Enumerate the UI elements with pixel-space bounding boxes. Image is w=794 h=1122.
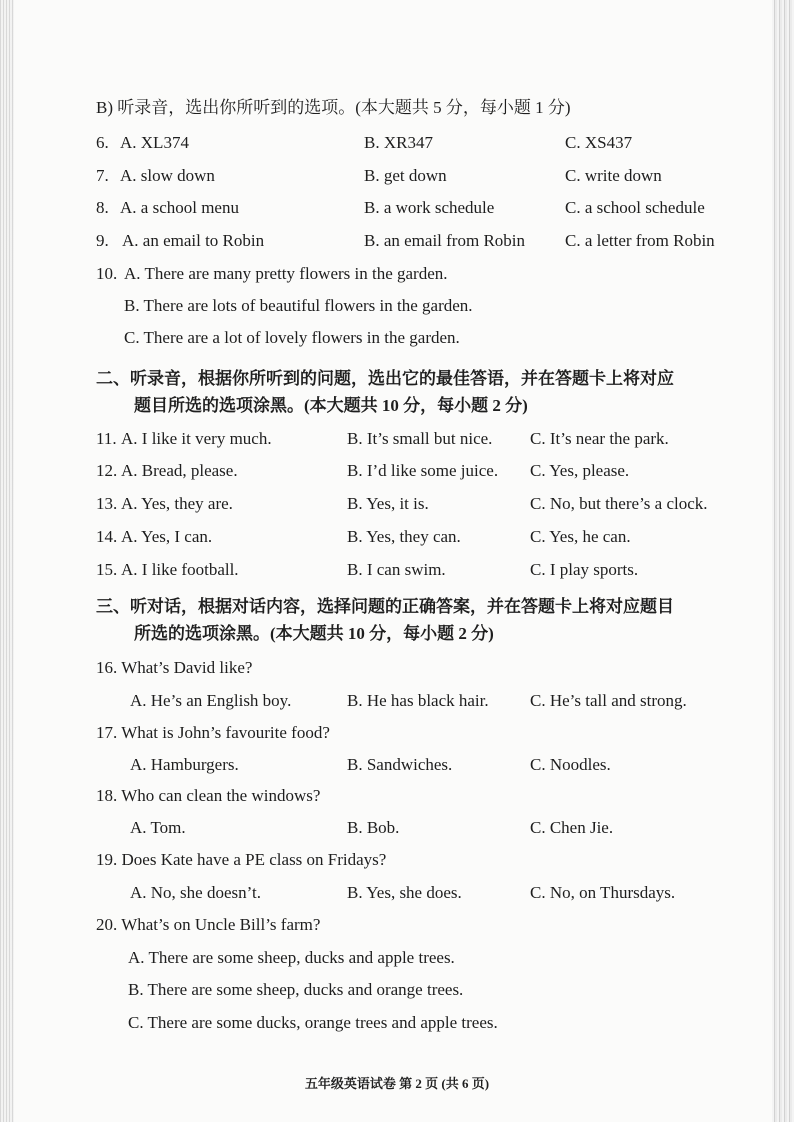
option-a: A. a school menu	[120, 198, 239, 217]
question-text: 16. What’s David like?	[96, 658, 253, 677]
question-16-options	[0, 688, 794, 714]
question-number: 9.	[96, 231, 109, 250]
question-text: 19. Does Kate have a PE class on Fridays?	[96, 850, 387, 869]
option-a: A. Tom.	[130, 818, 186, 837]
option-a: A. There are many pretty flowers in the garden.	[124, 264, 448, 283]
option-a: A. I like football.	[121, 560, 239, 579]
part3-heading-line1	[0, 594, 794, 620]
part2-heading-line2	[0, 393, 794, 419]
option-b: B. an email from Robin	[364, 231, 526, 250]
question-6	[0, 130, 794, 156]
option-b: B. There are lots of beautiful flowers in the garden.	[124, 296, 473, 315]
option-b: B. get down	[364, 166, 447, 185]
question-14	[0, 524, 794, 550]
question-20-option-c-line	[0, 1010, 794, 1036]
option-b: B. Yes, she does.	[347, 883, 462, 902]
option-c: C. It’s near the park.	[530, 429, 669, 448]
option-a: A. Bread, please.	[121, 461, 238, 480]
option-b: B. Yes, it is.	[347, 494, 429, 513]
question-17	[0, 720, 794, 746]
question-10-option-b-line	[0, 293, 794, 319]
option-a: A. He’s an English boy.	[130, 691, 292, 710]
option-b: B. a work schedule	[364, 198, 495, 217]
option-b: B. Bob.	[347, 818, 400, 837]
question-number: 7.	[96, 166, 109, 185]
section-b-heading	[0, 95, 794, 121]
option-b: B. He has black hair.	[347, 691, 489, 710]
option-b: B. I can swim.	[347, 560, 446, 579]
option-c: C. No, on Thursdays.	[530, 883, 676, 902]
question-17-options	[0, 752, 794, 778]
option-a: A. Hamburgers.	[130, 755, 239, 774]
option-c: C. Chen Jie.	[530, 818, 614, 837]
part2-title: 二、听录音，根据你所听到的问题，选出它的最佳答语，并在答题卡上将对应	[96, 369, 674, 388]
option-c: C. There are some ducks, orange trees and apple trees.	[128, 1013, 498, 1032]
question-number: 6.	[96, 133, 109, 152]
question-text: 17. What is John’s favourite food?	[96, 723, 330, 742]
option-b: B. There are some sheep, ducks and orange trees.	[128, 980, 464, 999]
option-c: C. write down	[565, 166, 662, 185]
question-20	[0, 912, 794, 938]
question-18-options	[0, 815, 794, 841]
option-b: B. Yes, they can.	[347, 527, 461, 546]
question-15	[0, 557, 794, 583]
question-10	[0, 261, 794, 287]
option-c: C. He’s tall and strong.	[530, 691, 687, 710]
question-text: 18. Who can clean the windows?	[96, 786, 321, 805]
question-number: 13.	[96, 494, 118, 513]
option-c: C. Yes, please.	[530, 461, 630, 480]
question-20-option-b-line	[0, 977, 794, 1003]
option-a: A. Yes, I can.	[121, 527, 213, 546]
option-c: C. Yes, he can.	[530, 527, 631, 546]
part2-heading-line1	[0, 366, 794, 392]
option-a: A. No, she doesn’t.	[130, 883, 261, 902]
question-20-option-a-line	[0, 945, 794, 971]
option-b: B. XR347	[364, 133, 433, 152]
question-8	[0, 195, 794, 221]
question-11	[0, 426, 794, 452]
option-b: B. It’s small but nice.	[347, 429, 493, 448]
option-c: C. I play sports.	[530, 560, 639, 579]
option-c: C. XS437	[565, 133, 633, 152]
option-a: A. Yes, they are.	[121, 494, 233, 513]
question-number: 15.	[96, 560, 118, 579]
option-c: C. No, but there’s a clock.	[530, 494, 708, 513]
option-c: C. a school schedule	[565, 198, 705, 217]
question-number: 11.	[96, 429, 117, 448]
question-number: 10.	[96, 264, 118, 283]
page-footer: 五年级英语试卷 第 2 页 (共 6 页)	[304, 1076, 490, 1091]
section-b-title: B) 听录音，选出你所听到的选项。(本大题共 5 分，每小题 1 分)	[96, 98, 571, 117]
option-a: A. There are some sheep, ducks and apple trees.	[128, 948, 455, 967]
part3-title: 三、听对话，根据对话内容，选择问题的正确答案，并在答题卡上将对应题目	[96, 597, 674, 616]
question-9	[0, 228, 794, 254]
part3-heading-line2	[0, 621, 794, 647]
question-19	[0, 847, 794, 873]
question-number: 14.	[96, 527, 118, 546]
part3-title-cont: 所选的选项涂黑。(本大题共 10 分，每小题 2 分)	[134, 624, 494, 643]
option-a: A. an email to Robin	[122, 231, 265, 250]
question-18	[0, 783, 794, 809]
question-12	[0, 458, 794, 484]
option-c: C. There are a lot of lovely flowers in the garden.	[124, 328, 460, 347]
question-10-option-c-line	[0, 325, 794, 351]
option-a: A. slow down	[120, 166, 215, 185]
option-a: A. I like it very much.	[121, 429, 272, 448]
question-16	[0, 655, 794, 681]
question-text: 20. What’s on Uncle Bill’s farm?	[96, 915, 321, 934]
option-c: C. a letter from Robin	[565, 231, 715, 250]
question-number: 8.	[96, 198, 109, 217]
question-19-options	[0, 880, 794, 906]
question-13	[0, 491, 794, 517]
option-c: C. Noodles.	[530, 755, 611, 774]
option-a: A. XL374	[120, 133, 189, 152]
option-b: B. Sandwiches.	[347, 755, 453, 774]
option-b: B. I’d like some juice.	[347, 461, 499, 480]
part2-title-cont: 题目所选的选项涂黑。(本大题共 10 分，每小题 2 分)	[134, 396, 528, 415]
question-number: 12.	[96, 461, 118, 480]
question-7	[0, 163, 794, 189]
